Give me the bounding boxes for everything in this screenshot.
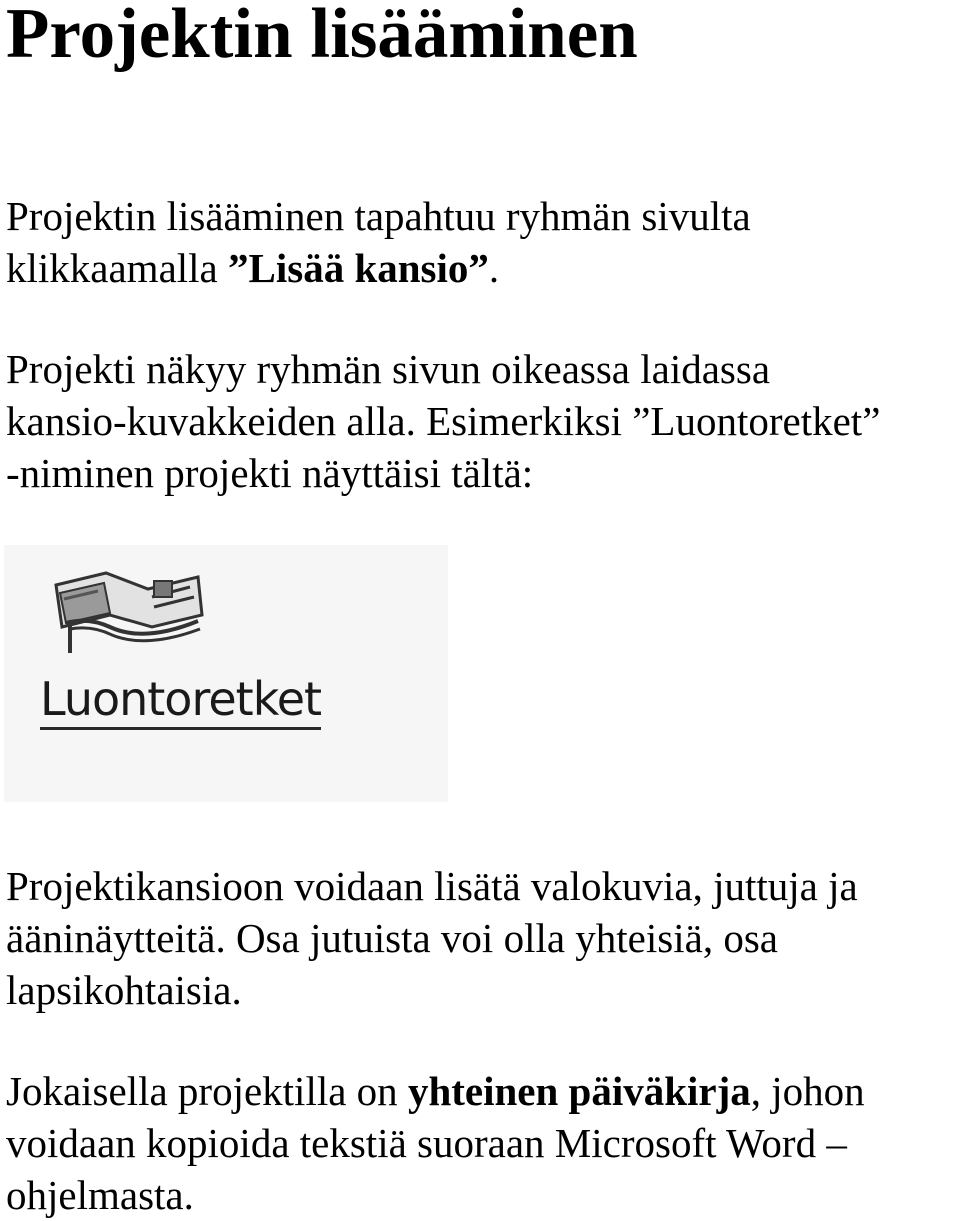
paragraph-line: Projektikansioon voidaan lisätä valokuvia, juttuja ja <box>6 863 858 909</box>
text-run: . <box>488 245 500 291</box>
paragraph-line: Projektin lisääminen tapahtuu ryhmän sivulta <box>6 193 751 239</box>
paragraph-line: kansio-kuvakkeiden alla. Esimerkiksi ”Luontoretket” <box>6 398 881 444</box>
paragraph-line: lapsikohtaisia. <box>6 967 242 1013</box>
paragraph-line: -niminen projekti näyttäisi tältä: <box>6 450 534 496</box>
folder-icon <box>48 563 208 653</box>
paragraph-line <box>6 242 751 294</box>
shared-diary-label: yhteinen päiväkirja <box>407 1068 751 1114</box>
paragraph-folder-content <box>6 860 858 1016</box>
paragraph-line: Projekti näkyy ryhmän sivun oikeassa laidassa <box>6 346 771 392</box>
text-run: , johon <box>750 1068 865 1114</box>
project-folder-link[interactable]: Luontoretket <box>40 671 321 730</box>
project-folder-screenshot <box>4 545 448 802</box>
text-run: klikkaamalla <box>6 245 228 291</box>
paragraph-line: ohjelmasta. <box>6 1172 194 1218</box>
paragraph-shared-diary <box>6 1065 865 1221</box>
text-run: Jokaisella projektilla on <box>6 1068 408 1114</box>
page-title: Projektin lisääminen <box>6 0 638 73</box>
add-folder-label: ”Lisää kansio” <box>228 245 489 291</box>
paragraph-line: ääninäytteitä. Osa jutuista voi olla yhteisiä, osa <box>6 915 778 961</box>
paragraph-project-visibility <box>6 343 880 499</box>
paragraph-line <box>6 1065 865 1117</box>
paragraph-line: voidaan kopioida tekstiä suoraan Microsoft Word – <box>6 1120 847 1166</box>
paragraph-add-project <box>6 190 751 294</box>
